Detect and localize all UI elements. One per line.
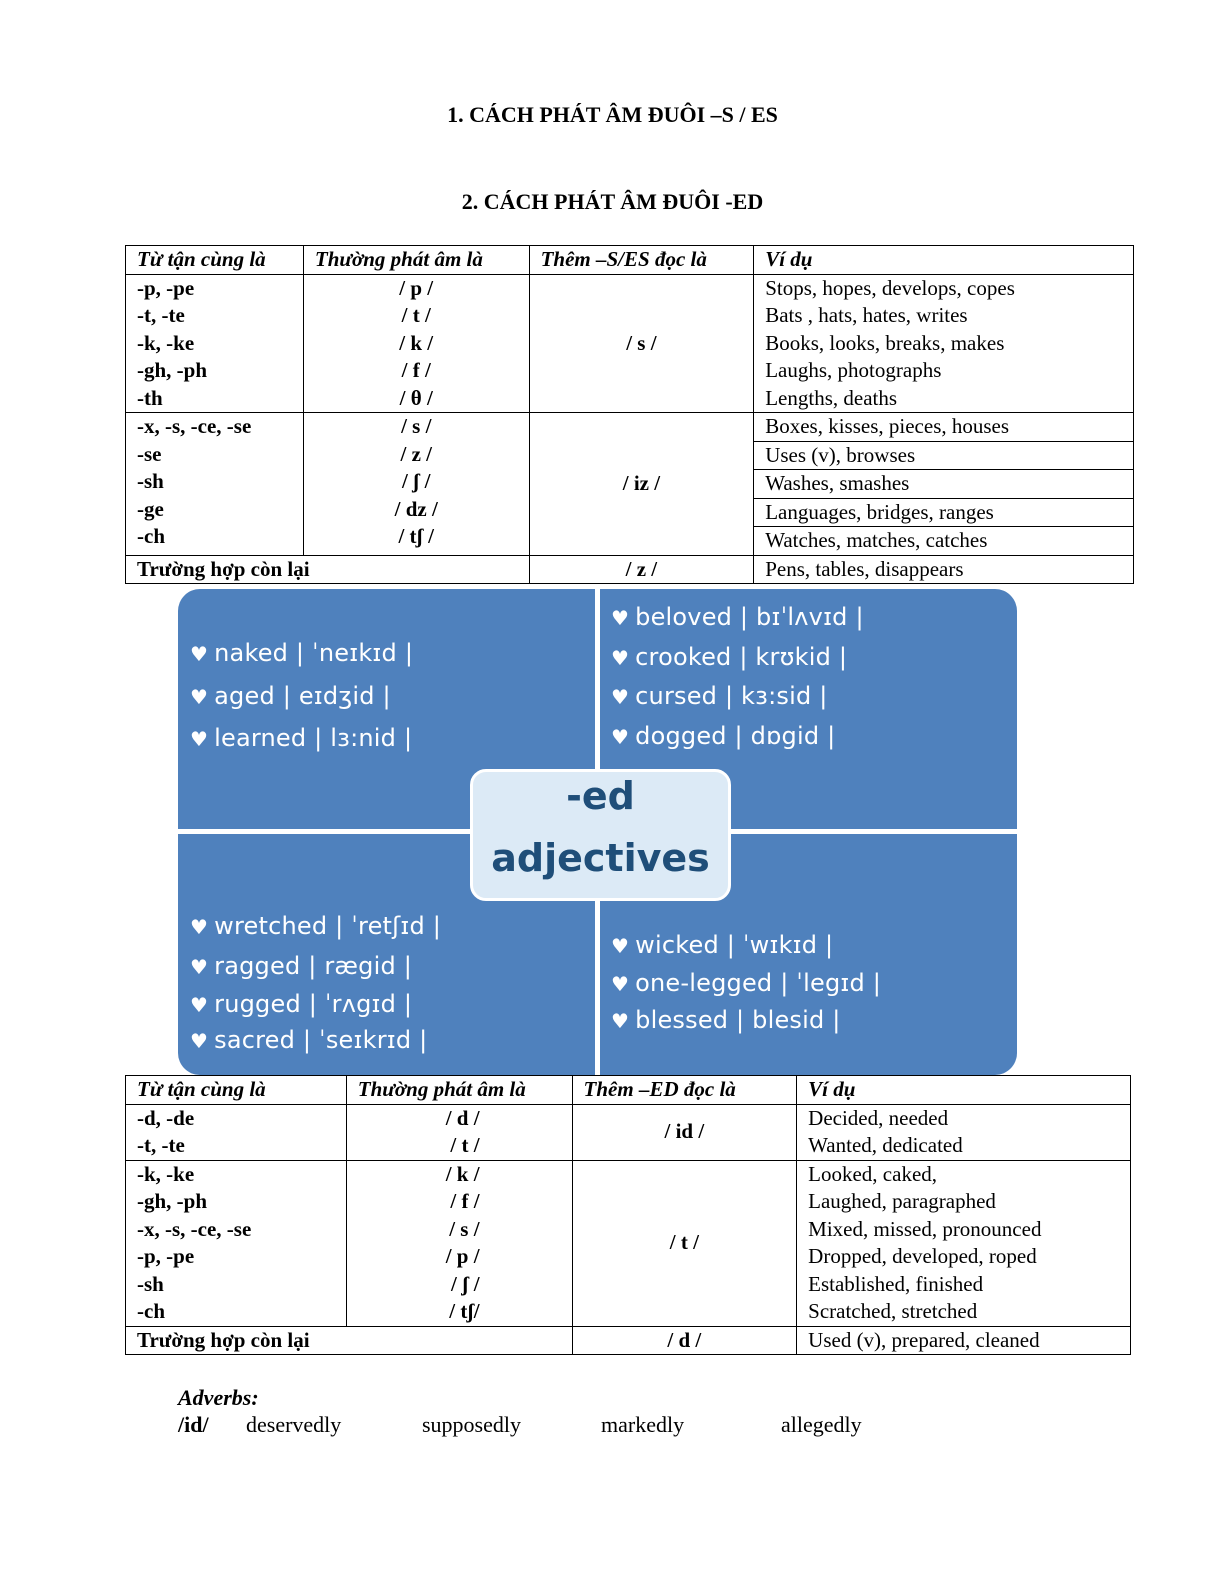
example: Boxes, kisses, pieces, houses: [754, 413, 1133, 442]
example: Pens, tables, disappears: [754, 555, 1134, 584]
heart-icon: ♥: [190, 642, 209, 666]
ending: -d, -de: [137, 1105, 195, 1130]
heading-s-es: 1. CÁCH PHÁT ÂM ĐUÔI –S / ES: [447, 102, 778, 127]
sound: / f /: [450, 1189, 480, 1213]
adverb-word: allegedly: [781, 1412, 862, 1437]
adjective-item: ♥ wretched | ˈretʃɪd |: [190, 912, 442, 940]
sound: / t /: [401, 303, 431, 327]
center-label-line2: adjectives: [491, 836, 710, 880]
ending: -gh, -ph: [137, 1189, 208, 1213]
example: Used (v), prepared, cleaned: [797, 1326, 1131, 1355]
ending: -x, -s, -ce, -se: [137, 414, 252, 438]
sound: / k /: [445, 1161, 480, 1186]
sound: / s /: [401, 414, 432, 438]
sound: / f /: [401, 358, 431, 382]
ending: -p, -pe: [137, 275, 195, 300]
adjective-item: ♥ wicked | ˈwɪkɪd |: [611, 931, 834, 959]
ending: -sh: [137, 469, 164, 493]
sound: / p /: [399, 275, 434, 300]
table-header-row: [126, 246, 1134, 275]
example: Scratched, stretched: [808, 1299, 978, 1323]
ending: -ch: [137, 524, 165, 548]
example: Decided, needed: [808, 1105, 949, 1130]
sounds-cell: [303, 274, 529, 413]
adverb-word: supposedly: [422, 1412, 521, 1437]
table-row: [126, 274, 1134, 413]
table-header-row: [126, 1076, 1131, 1105]
sound: / ʃ /: [451, 1271, 480, 1296]
sounds-cell: [303, 413, 529, 556]
example: Bats , hats, hates, writes: [765, 303, 968, 327]
ending: -sh: [137, 1271, 164, 1296]
heart-icon: ♥: [190, 1029, 209, 1053]
example: Languages, bridges, ranges: [754, 499, 1133, 528]
sound: / ʃ /: [401, 469, 431, 493]
table-row: [126, 555, 1134, 584]
sound: / tʃ /: [398, 524, 434, 548]
table-row: [126, 413, 1134, 556]
sound: / s /: [449, 1216, 480, 1241]
sound: / d /: [445, 1105, 480, 1130]
ending: -th: [137, 385, 163, 410]
adverbs-label: /id/: [178, 1412, 209, 1437]
adjective-item: ♥ learned | lɜ:nid |: [190, 724, 413, 752]
heart-icon: ♥: [190, 915, 209, 939]
sounds-cell: [346, 1104, 572, 1160]
adjective-item: ♥ rugged | ˈrʌgɪd |: [190, 990, 413, 1018]
sound: / dz /: [394, 496, 438, 521]
heart-icon: ♥: [611, 725, 630, 749]
adjective-item: ♥ aged | eɪdʒid |: [190, 682, 391, 710]
ending: -x, -s, -ce, -se: [137, 1216, 252, 1241]
adjective-item: ♥ beloved | bɪˈlʌvɪd |: [611, 603, 864, 631]
adjective-item: ♥ ragged | rægid |: [190, 952, 413, 980]
header-ending: Từ tận cùng là: [126, 246, 304, 275]
ending: -t, -te: [137, 303, 185, 327]
sound: / t /: [450, 1133, 480, 1157]
heart-icon: ♥: [611, 972, 630, 996]
example: Wanted, dedicated: [808, 1133, 963, 1157]
examples-cell: [754, 274, 1134, 413]
adjective-item: ♥ cursed | kɜ:sid |: [611, 682, 828, 710]
heart-icon: ♥: [611, 646, 630, 670]
example: Established, finished: [808, 1271, 984, 1296]
adjective-item: ♥ sacred | ˈseɪkrɪd |: [190, 1026, 428, 1054]
ending: -k, -ke: [137, 330, 195, 355]
rest-label: Trường hợp còn lại: [126, 1326, 573, 1355]
example: Washes, smashes: [754, 470, 1133, 499]
example: Stops, hopes, develops, copes: [765, 275, 1015, 300]
example: Laughed, paragraphed: [808, 1189, 996, 1213]
example: Mixed, missed, pronounced: [808, 1216, 1042, 1241]
example: Dropped, developed, roped: [808, 1244, 1037, 1268]
sounds-cell: [346, 1160, 572, 1326]
reading-cell: / id /: [572, 1104, 797, 1160]
ending: -gh, -ph: [137, 358, 208, 382]
examples-cell: [754, 413, 1134, 556]
example: Lengths, deaths: [765, 385, 898, 410]
header-example: Ví dụ: [797, 1076, 1131, 1105]
sound: / θ /: [399, 385, 433, 410]
sound: / k /: [399, 330, 434, 355]
example: Looked, caked,: [808, 1161, 938, 1186]
heart-icon: ♥: [190, 685, 209, 709]
heart-icon: ♥: [611, 934, 630, 958]
ending: -p, -pe: [137, 1244, 195, 1268]
example: Uses (v), browses: [754, 442, 1133, 471]
adverb-word: deservedly: [246, 1412, 342, 1437]
ending: -t, -te: [137, 1133, 185, 1157]
ed-adjectives-graphic: [178, 589, 1017, 1075]
table-row: [126, 1326, 1131, 1355]
adjective-item: ♥ blessed | blesid |: [611, 1006, 841, 1034]
ending: -k, -ke: [137, 1161, 195, 1186]
header-reading: Thêm –ED đọc là: [572, 1076, 797, 1105]
header-ending: Từ tận cùng là: [126, 1076, 347, 1105]
sound: / z /: [400, 441, 432, 466]
examples-cell: [797, 1160, 1131, 1326]
ending: -ch: [137, 1299, 165, 1323]
header-sound: Thường phát âm là: [303, 246, 529, 275]
heart-icon: ♥: [611, 1009, 630, 1033]
sound: / p /: [445, 1244, 480, 1268]
heading-ed: 2. CÁCH PHÁT ÂM ĐUÔI -ED: [461, 189, 764, 214]
header-sound: Thường phát âm là: [346, 1076, 572, 1105]
examples-cell: [797, 1104, 1131, 1160]
reading-cell: / z /: [529, 555, 754, 584]
header-example: Ví dụ: [754, 246, 1134, 275]
ending: -ge: [137, 496, 164, 521]
heart-icon: ♥: [190, 727, 209, 751]
endings-cell: [126, 1104, 347, 1160]
heart-icon: ♥: [190, 993, 209, 1017]
example: Watches, matches, catches: [765, 528, 988, 552]
endings-cell: [126, 1160, 347, 1326]
adverbs-title: Adverbs:: [178, 1385, 259, 1410]
adjective-item: ♥ crooked | krʊkid |: [611, 643, 848, 671]
adjective-item: ♥ naked | ˈneɪkɪd |: [190, 639, 414, 667]
sound: / tʃ/: [449, 1299, 480, 1323]
adverb-word: markedly: [601, 1412, 685, 1437]
header-reading: Thêm –S/ES đọc là: [529, 246, 754, 275]
reading-cell: / s /: [529, 274, 754, 413]
reading-cell: / d /: [572, 1326, 797, 1355]
table-ed: [125, 1075, 1131, 1355]
table-row: [126, 1104, 1131, 1160]
heart-icon: ♥: [611, 606, 630, 630]
example: Laughs, photographs: [765, 358, 942, 382]
example: Books, looks, breaks, makes: [765, 330, 1005, 355]
rest-label: Trường hợp còn lại: [126, 555, 530, 584]
reading-cell: / t /: [572, 1160, 797, 1326]
endings-cell: [126, 274, 304, 413]
adjective-item: ♥ dogged | dɒgid |: [611, 722, 836, 750]
ending: -se: [137, 441, 162, 466]
reading-cell: / iz /: [529, 413, 754, 556]
heart-icon: ♥: [190, 955, 209, 979]
table-row: [126, 1160, 1131, 1326]
heart-icon: ♥: [611, 685, 630, 709]
adjective-item: ♥ one-legged | ˈlegɪd |: [611, 969, 882, 997]
endings-cell: [126, 413, 304, 556]
table-s-es: [125, 245, 1134, 584]
center-label-line1: -ed: [566, 774, 635, 818]
center-label-box: [470, 769, 731, 901]
